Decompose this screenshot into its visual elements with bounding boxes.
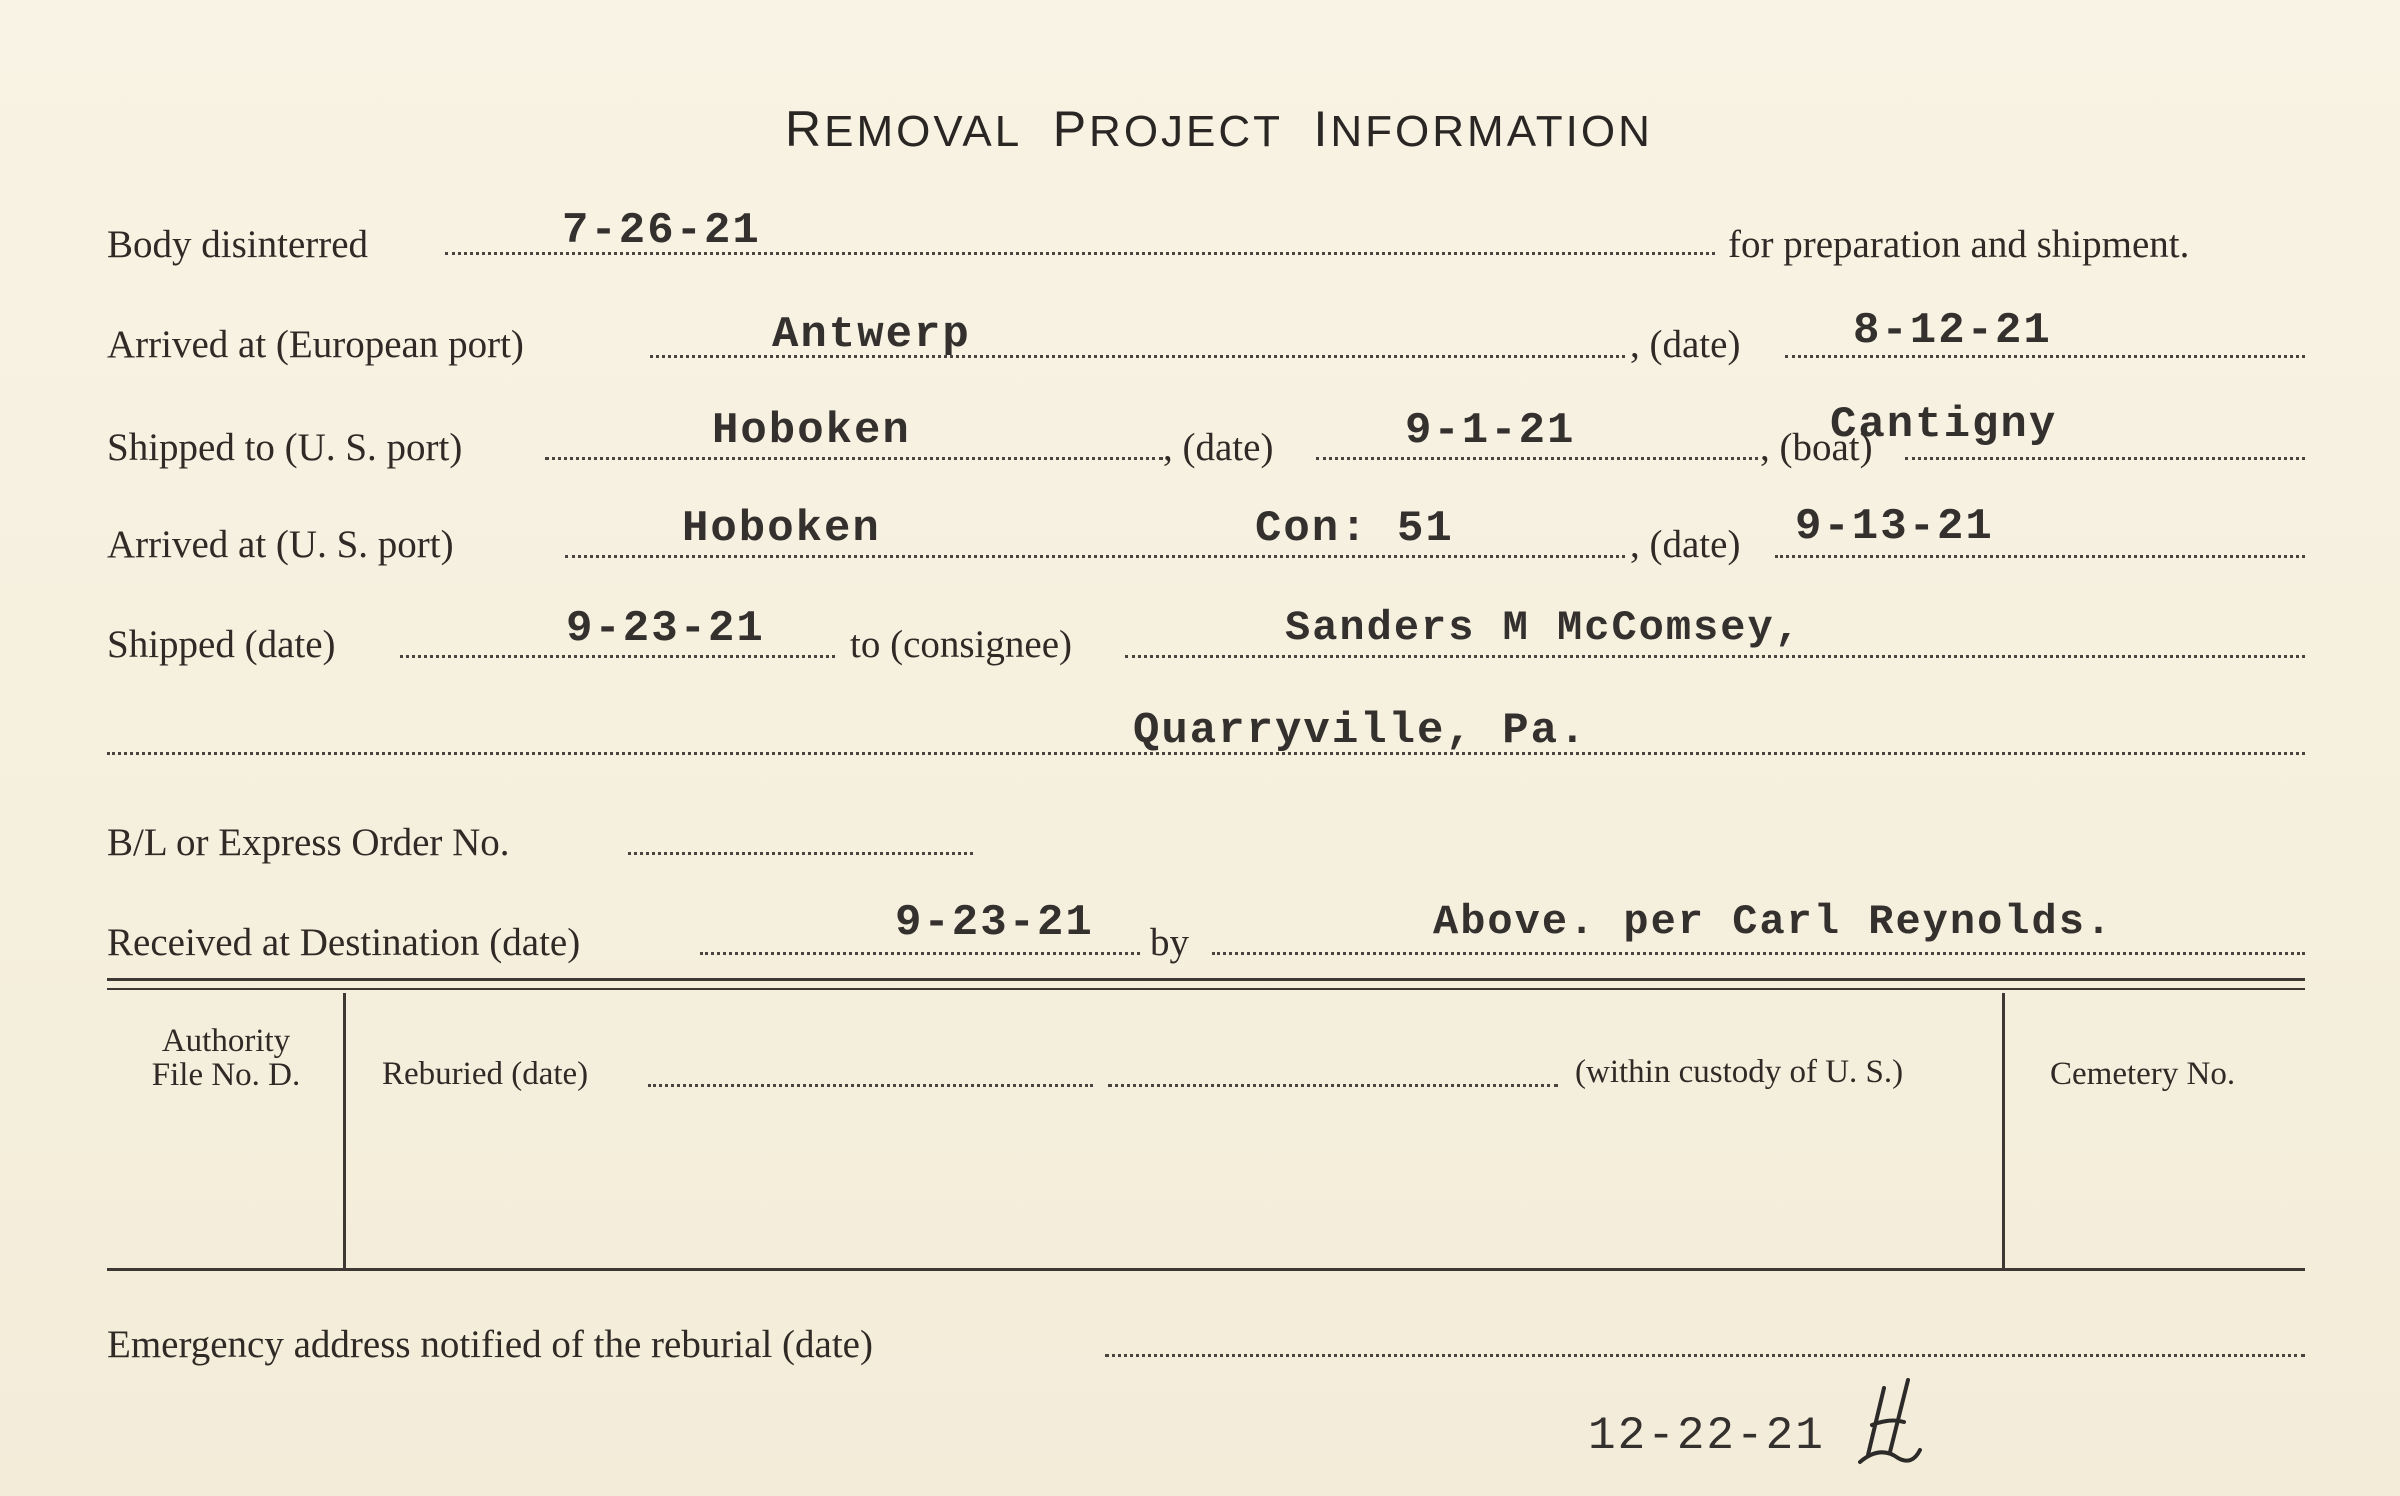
shipped-to-us-port-label: Shipped to (U. S. port) (107, 426, 463, 469)
disinterred-date-value: 7-26-21 (562, 206, 761, 256)
received-date-dotted-line (700, 952, 1140, 955)
shipped-date-label: Shipped (date) (107, 623, 336, 666)
shipped-to-date-value: 9-1-21 (1405, 406, 1576, 456)
consignee-address-value: Quarryville, Pa. (1133, 706, 1588, 756)
bl-express-label: B/L or Express Order No. (107, 821, 510, 864)
cemetery-no-label: Cemetery No. (2050, 1056, 2236, 1092)
con-number-value: Con: 51 (1255, 504, 1454, 554)
received-date-value: 9-23-21 (895, 898, 1094, 948)
received-destination-label: Received at Destination (date) (107, 921, 581, 964)
european-port-date-value: 8-12-21 (1853, 306, 2052, 356)
reburied-date-dotted-line (648, 1084, 1093, 1087)
shipped-to-port-value: Hoboken (712, 406, 911, 456)
shipped-date-value: 9-23-21 (566, 604, 765, 654)
boat-label: , (boat) (1760, 426, 1873, 469)
to-consignee-label: to (consignee) (850, 623, 1073, 666)
consignee-dotted-line (1125, 655, 2305, 658)
received-by-value: Above. per Carl Reynolds. (1433, 898, 2114, 946)
boat-value: Cantigny (1830, 400, 2058, 450)
within-custody-label: (within custody of U. S.) (1575, 1054, 1904, 1090)
table-bottom-rule (107, 1268, 2305, 1271)
arrived-us-date-label: , (date) (1630, 523, 1741, 566)
received-by-dotted-line (1212, 952, 2305, 955)
for-preparation-label: for preparation and shipment. (1728, 223, 2190, 266)
arrived-european-port-label: Arrived at (European port) (107, 323, 524, 366)
table-top-rule-1 (107, 978, 2305, 981)
shipped-to-date-dotted-line (1316, 457, 1758, 460)
card-title: REMOVAL PROJECT INFORMATION (785, 101, 1653, 157)
bl-express-dotted-line (628, 852, 973, 855)
arrived-us-port-dotted-line (565, 555, 1625, 558)
arrived-us-port-label: Arrived at (U. S. port) (107, 523, 454, 566)
body-disinterred-label: Body disinterred (107, 223, 369, 266)
emergency-dotted-line (1105, 1354, 2305, 1357)
shipped-to-port-dotted-line (545, 457, 1163, 460)
arrived-us-date-dotted-line (1775, 555, 2305, 558)
by-label: by (1150, 921, 1189, 964)
arrived-us-date-value: 9-13-21 (1795, 502, 1994, 552)
handwritten-initials (1850, 1370, 1930, 1475)
table-divider-right (2002, 993, 2005, 1268)
shipped-to-date-label: , (date) (1163, 426, 1274, 469)
european-port-date-label: , (date) (1630, 323, 1741, 366)
emergency-address-label: Emergency address notified of the reburial (date) (107, 1323, 873, 1366)
reburied-place-dotted-line (1108, 1084, 1558, 1087)
stamp-date-value: 12-22-21 (1588, 1410, 1825, 1462)
table-divider-left (343, 993, 346, 1268)
consignee-name-value: Sanders M McComsey, (1285, 604, 1802, 652)
table-top-rule-2 (107, 988, 2305, 990)
shipped-date-dotted-line (400, 655, 835, 658)
authority-file-label: Authority File No. D. (151, 1023, 301, 1093)
boat-dotted-line (1905, 457, 2305, 460)
european-port-value: Antwerp (772, 310, 971, 360)
reburied-date-label: Reburied (date) (382, 1056, 589, 1092)
arrived-us-port-value: Hoboken (682, 504, 881, 554)
